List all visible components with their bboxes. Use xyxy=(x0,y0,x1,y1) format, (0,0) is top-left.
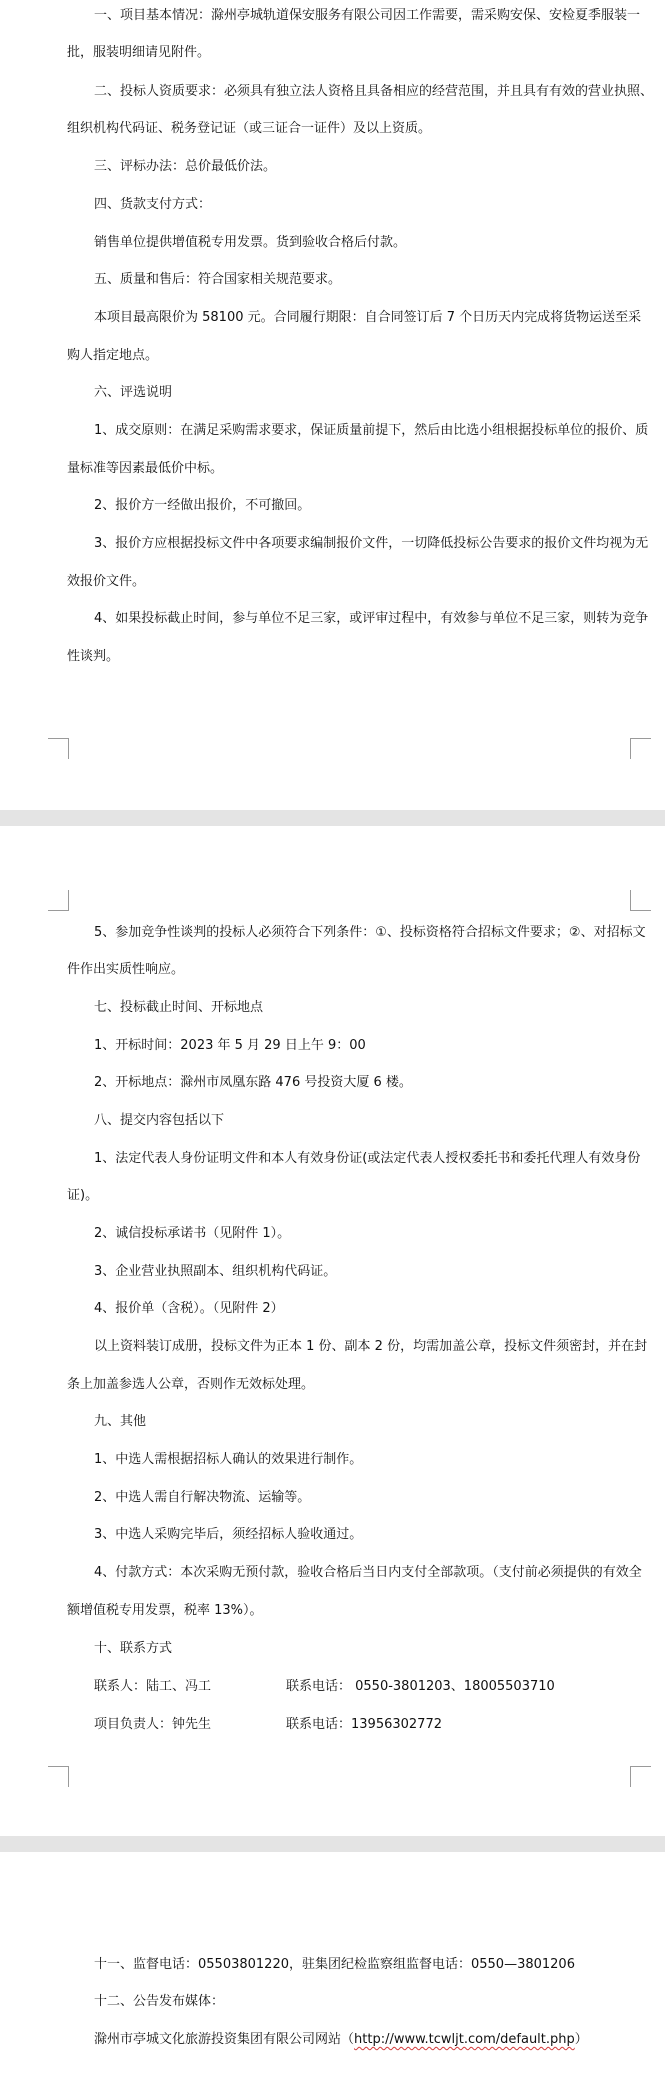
margin-corner-mark xyxy=(630,890,651,911)
margin-corner-mark xyxy=(48,890,69,911)
paragraph-line: 5、参加竞争性谈判的投标人必须符合下列条件：①、投标资格符合招标文件要求；②、对招标文 xyxy=(94,925,646,940)
paragraph-line: 四、货款支付方式： xyxy=(94,197,212,212)
paragraph-line: 量标准等因素最低价中标。 xyxy=(67,461,224,476)
paragraph-line: 2、诚信投标承诺书（见附件 1）。 xyxy=(94,1226,291,1241)
paragraph-line: 1、法定代表人身份证明文件和本人有效身份证(或法定代表人授权委托书和委托代理人有效身份 xyxy=(94,1151,641,1166)
section-heading: 十、联系方式 xyxy=(94,1641,173,1656)
paragraph-line: 一、项目基本情况：滁州亭城轨道保安服务有限公司因工作需要，需采购安保、安检夏季服装一 xyxy=(94,8,641,23)
paragraph-line: 1、中选人需根据招标人确认的效果进行制作。 xyxy=(94,1452,363,1467)
margin-corner-mark xyxy=(630,1766,651,1787)
website-link[interactable]: http://www.tcwljt.com/default.php xyxy=(354,2032,575,2047)
document-page-2 xyxy=(0,826,665,1836)
paragraph-line: 1、成交原则：在满足采购需求要求，保证质量前提下，然后由比选小组根据投标单位的报价、质 xyxy=(94,423,649,438)
website-prefix: 滁州市亭城文化旅游投资集团有限公司网站（ xyxy=(94,2032,355,2047)
section-heading: 六、评选说明 xyxy=(94,385,173,400)
paragraph-line: 3、中选人采购完毕后，须经招标人验收通过。 xyxy=(94,1527,363,1542)
page-separator xyxy=(0,1836,665,1852)
paragraph-line: 本项目最高限价为 58100 元。合同履行期限：自合同签订后 7 个日历天内完成将货物运送至采 xyxy=(94,310,642,325)
contact-phone: 联系电话： 0550-3801203、18005503710 xyxy=(286,1679,555,1694)
paragraph-line: 三、评标办法：总价最低价法。 xyxy=(94,159,277,174)
paragraph-line: 二、投标人资质要求：必须具有独立法人资格且具备相应的经营范围，并且具有有效的营业执照、 xyxy=(94,84,654,99)
paragraph-line: 件作出实质性响应。 xyxy=(67,962,185,977)
paragraph-line: 2、中选人需自行解决物流、运输等。 xyxy=(94,1490,311,1505)
paragraph-line: 4、付款方式：本次采购无预付款，验收合格后当日内支付全部款项。（支付前必须提供的有效全 xyxy=(94,1565,642,1580)
section-heading: 七、投标截止时间、开标地点 xyxy=(94,1000,264,1015)
website-line xyxy=(94,2032,588,2048)
paragraph-line: 购人指定地点。 xyxy=(67,348,159,363)
paragraph-line: 1、开标时间：2023 年 5 月 29 日上午 9：00 xyxy=(94,1038,366,1053)
paragraph-line: 额增值税专用发票，税率 13%）。 xyxy=(67,1603,263,1618)
margin-corner-mark xyxy=(48,738,69,759)
document-page-1 xyxy=(0,0,665,810)
paragraph-line: 证)。 xyxy=(67,1188,99,1203)
paragraph-line: 批，服装明细请见附件。 xyxy=(67,45,211,60)
contact-name: 项目负责人：钟先生 xyxy=(94,1717,212,1732)
paragraph-line: 五、质量和售后：符合国家相关规范要求。 xyxy=(94,272,342,287)
paragraph-line: 4、报价单（含税）。（见附件 2） xyxy=(94,1301,284,1316)
section-heading: 十二、公告发布媒体： xyxy=(94,1994,225,2009)
website-suffix: ） xyxy=(574,2032,588,2047)
document-page-3 xyxy=(0,1852,665,2078)
section-heading: 九、其他 xyxy=(94,1414,147,1429)
page-separator xyxy=(0,810,665,826)
paragraph-line: 2、开标地点：滁州市凤凰东路 476 号投资大厦 6 楼。 xyxy=(94,1075,412,1090)
paragraph-line: 以上资料装订成册，投标文件为正本 1 份、副本 2 份，均需加盖公章，投标文件须密封，并在封 xyxy=(94,1339,648,1354)
paragraph-line: 条上加盖参选人公章，否则作无效标处理。 xyxy=(67,1377,315,1392)
margin-corner-mark xyxy=(630,738,651,759)
contact-name: 联系人：陆工、冯工 xyxy=(94,1679,212,1694)
paragraph-line: 2、报价方一经做出报价，不可撤回。 xyxy=(94,498,311,513)
contact-phone: 联系电话：13956302772 xyxy=(286,1717,442,1732)
paragraph-line: 3、企业营业执照副本、组织机构代码证。 xyxy=(94,1264,337,1279)
paragraph-line: 4、如果投标截止时间，参与单位不足三家，或评审过程中，有效参与单位不足三家，则转为竞争 xyxy=(94,611,649,626)
paragraph-line: 十一、监督电话：05503801220，驻集团纪检监察组监督电话：0550—3801206 xyxy=(94,1957,575,1972)
paragraph-line: 组织机构代码证、税务登记证（或三证合一证件）及以上资质。 xyxy=(67,121,432,136)
paragraph-line: 效报价文件。 xyxy=(67,574,146,589)
margin-corner-mark xyxy=(48,1766,69,1787)
section-heading: 八、提交内容包括以下 xyxy=(94,1113,225,1128)
paragraph-line: 性谈判。 xyxy=(67,649,120,664)
paragraph-line: 3、报价方应根据投标文件中各项要求编制报价文件，一切降低投标公告要求的报价文件均视为无 xyxy=(94,536,649,551)
paragraph-line: 销售单位提供增值税专用发票。货到验收合格后付款。 xyxy=(94,235,407,250)
